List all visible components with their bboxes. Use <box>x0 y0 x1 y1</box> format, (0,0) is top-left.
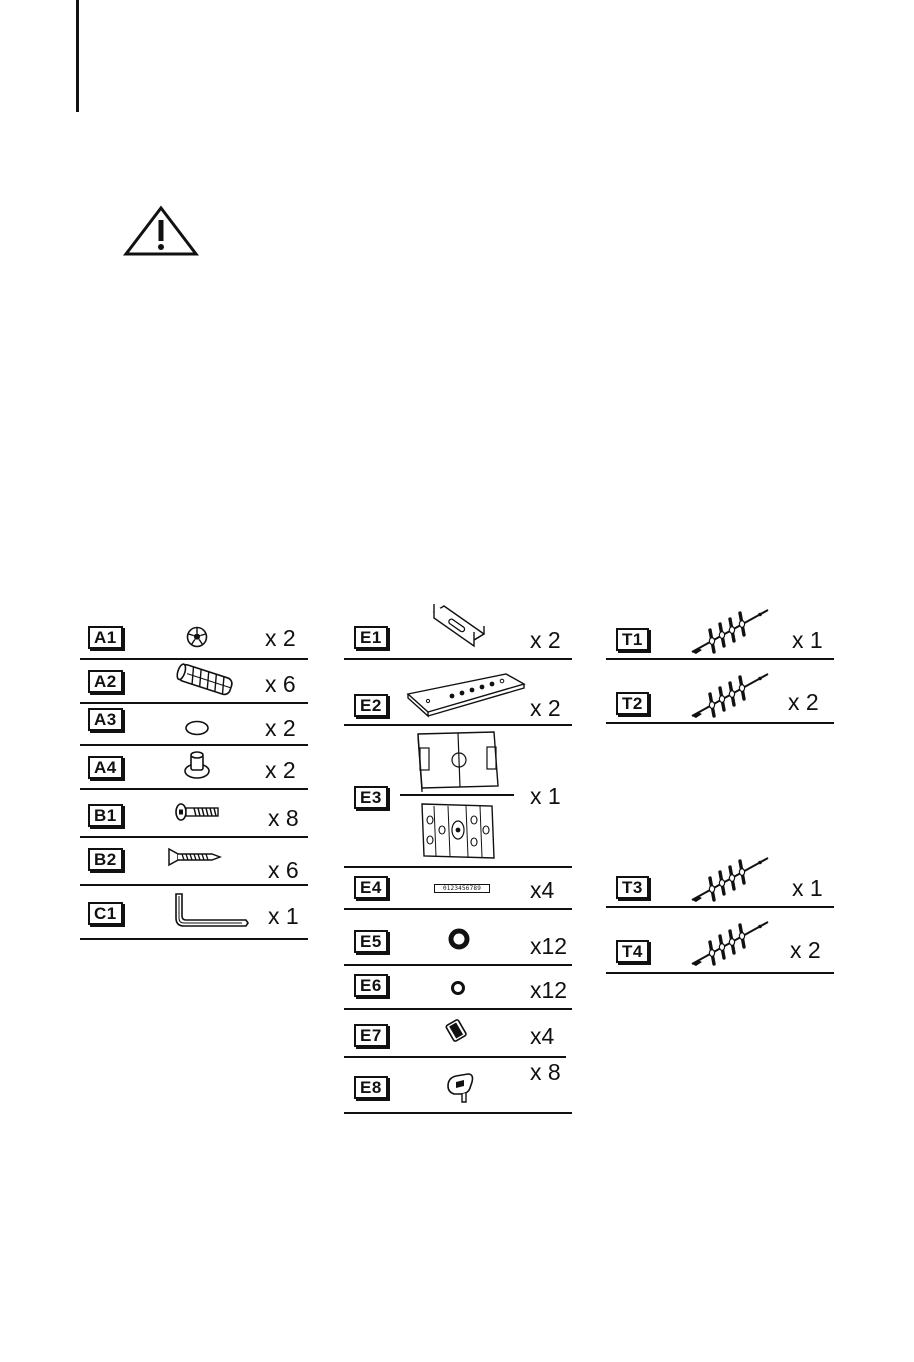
part-row-a2 <box>80 658 308 704</box>
parts-column-a <box>80 610 308 940</box>
margin-rule <box>76 0 79 112</box>
part-code: E8 <box>354 1076 388 1099</box>
part-quantity: x 6 <box>268 857 299 883</box>
underside-board-icon <box>420 802 496 860</box>
part-code: T2 <box>616 692 649 715</box>
part-code: T3 <box>616 876 649 899</box>
part-row-b1 <box>80 788 308 838</box>
part-code: T1 <box>616 628 649 651</box>
part-code: E1 <box>354 626 388 649</box>
part-code: A1 <box>88 626 123 649</box>
bearing-block-icon <box>444 1016 470 1044</box>
wall-plug-icon <box>172 662 238 698</box>
ball-icon <box>186 626 208 648</box>
part-row-a1 <box>80 610 308 660</box>
part-row-t4 <box>606 906 834 974</box>
part-code: C1 <box>88 902 123 925</box>
part-code: T4 <box>616 940 649 963</box>
part-row-t2 <box>606 658 834 724</box>
part-quantity: x12 <box>530 977 568 1003</box>
part-row-e8 <box>344 1056 572 1114</box>
parts-column-t-bottom <box>606 850 834 978</box>
part-code: A2 <box>88 670 123 693</box>
part-code: E3 <box>354 786 388 809</box>
score-counter-label: 0123456789 <box>442 884 482 892</box>
parts-column-e <box>344 596 572 1116</box>
part-code: E5 <box>354 930 388 953</box>
part-quantity: x 2 <box>790 937 821 963</box>
part-quantity: x 1 <box>268 903 299 929</box>
hex-bolt-icon <box>174 802 220 822</box>
part-quantity: x 2 <box>265 715 296 741</box>
part-code: E2 <box>354 694 388 717</box>
part-quantity: x 8 <box>268 805 299 831</box>
part-code: B2 <box>88 848 123 871</box>
parts-column-t-top <box>606 600 834 726</box>
part-quantity: x 2 <box>265 757 296 783</box>
player-rod-icon <box>690 916 770 968</box>
small-washer-icon <box>450 980 466 996</box>
part-row-t3 <box>606 850 834 908</box>
part-quantity: x 6 <box>265 671 296 697</box>
part-row-a3 <box>80 702 308 746</box>
part-quantity: x 1 <box>530 783 561 809</box>
player-rod-icon <box>690 604 770 656</box>
leveling-foot-icon <box>182 750 212 780</box>
round-pad-icon <box>184 720 210 736</box>
warning-triangle-icon <box>124 206 198 256</box>
goal-box-icon <box>430 604 488 648</box>
part-code: A3 <box>88 708 123 731</box>
part-row-e3 <box>344 724 572 868</box>
part-code: E6 <box>354 974 388 997</box>
part-row-t1 <box>606 600 834 660</box>
e3-leader-line <box>400 794 514 796</box>
part-quantity: x 2 <box>788 689 819 715</box>
score-counter-icon <box>434 884 490 893</box>
part-row-e5 <box>344 908 572 966</box>
part-quantity: x 2 <box>530 695 561 721</box>
playfield-board-icon <box>416 730 500 790</box>
part-quantity: x 8 <box>530 1059 561 1085</box>
large-washer-icon <box>448 928 470 950</box>
part-row-e7 <box>344 1008 566 1058</box>
wood-screw-icon <box>166 848 222 866</box>
part-row-e6 <box>344 964 572 1010</box>
part-row-e4 <box>344 866 572 910</box>
part-quantity: x4 <box>530 877 555 903</box>
part-quantity: x 2 <box>265 625 296 651</box>
part-quantity: x4 <box>530 1023 555 1049</box>
player-rod-icon <box>690 852 770 904</box>
part-row-b2 <box>80 836 308 886</box>
part-row-e1 <box>344 596 572 660</box>
part-quantity: x 1 <box>792 875 823 901</box>
allen-key-icon <box>172 892 250 928</box>
part-code: E4 <box>354 876 388 899</box>
part-row-c1 <box>80 884 308 940</box>
part-code: E7 <box>354 1024 388 1047</box>
player-rod-icon <box>690 668 770 720</box>
part-code: B1 <box>88 804 123 827</box>
rod-handle-icon <box>444 1070 476 1104</box>
side-panel-icon <box>406 668 528 720</box>
part-quantity: x 1 <box>792 627 823 653</box>
part-row-e2 <box>344 658 572 726</box>
part-quantity: x12 <box>530 933 568 959</box>
part-quantity: x 2 <box>530 627 561 653</box>
part-code: A4 <box>88 756 123 779</box>
part-row-a4 <box>80 744 308 790</box>
